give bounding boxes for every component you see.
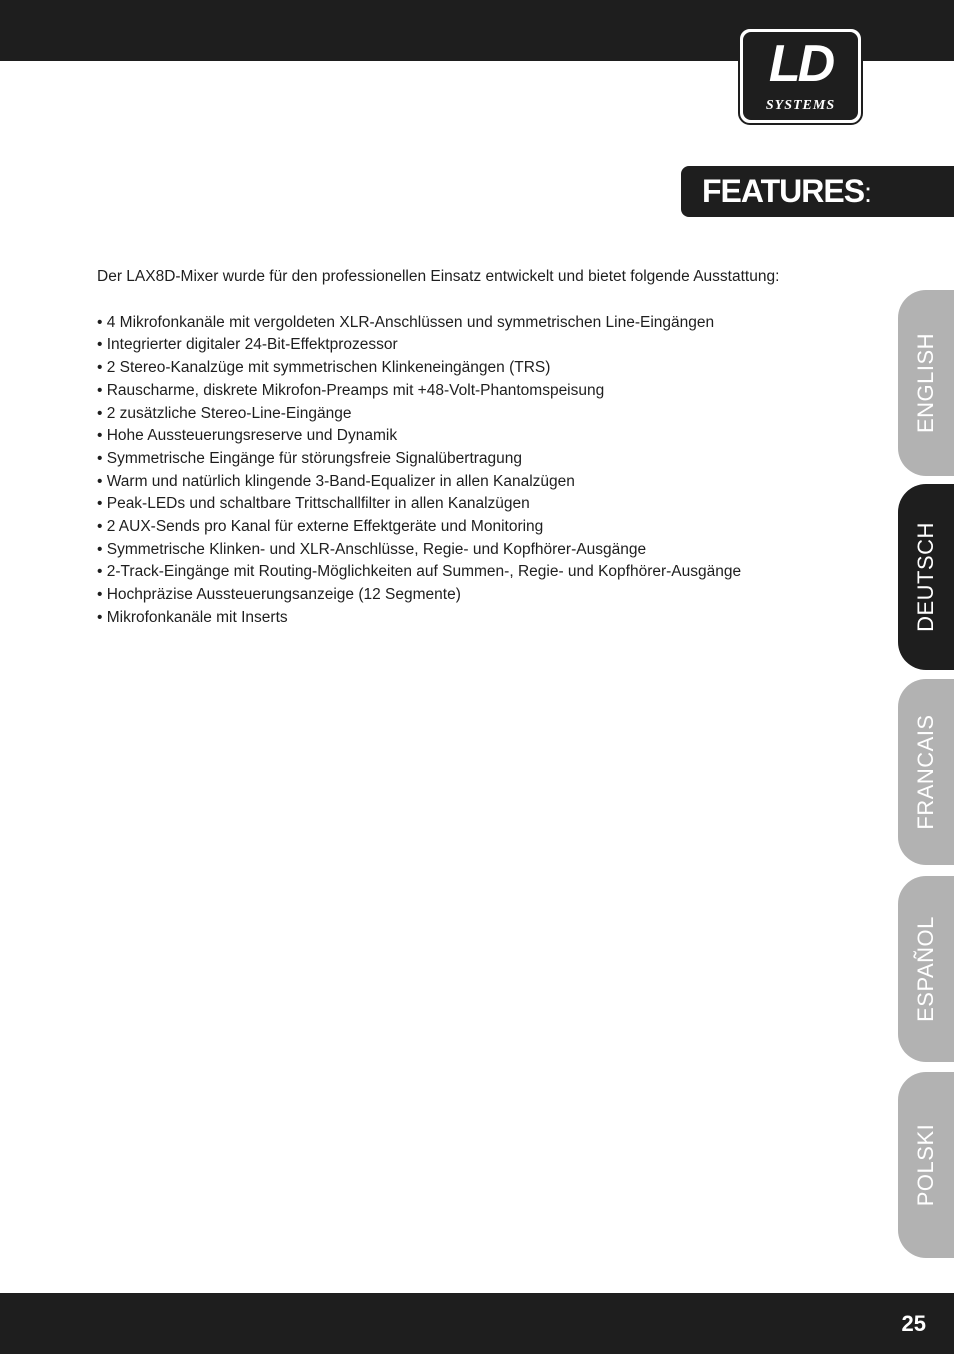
language-tab-label: FRANCAIS xyxy=(913,714,938,830)
section-title-colon: : xyxy=(864,177,872,208)
language-tab-label: ESPAÑOL xyxy=(913,916,938,1022)
feature-item: • 2-Track-Eingänge mit Routing-Möglichkeiten auf Summen-, Regie- und Kopfhörer-Ausgänge xyxy=(97,563,742,581)
feature-item: • Symmetrische Klinken- und XLR-Anschlüsse, Regie- und Kopfhörer-Ausgänge xyxy=(97,540,647,558)
feature-item: • Integrierter digitaler 24-Bit-Effektprozessor xyxy=(97,336,398,354)
feature-item: • 2 Stereo-Kanalzüge mit symmetrischen Klinkeneingängen (TRS) xyxy=(97,359,551,377)
language-tab-label: POLSKI xyxy=(913,1123,938,1207)
feature-list xyxy=(97,312,877,630)
page-number: 25 xyxy=(901,1311,926,1336)
language-tab-label: DEUTSCH xyxy=(913,522,938,632)
feature-item: • Hohe Aussteuerungsreserve und Dynamik xyxy=(97,427,398,445)
ld-systems-logo xyxy=(738,27,863,125)
logo-badge xyxy=(743,32,858,120)
feature-item: • Mikrofonkanäle mit Inserts xyxy=(97,608,288,626)
feature-item: • 2 zusätzliche Stereo-Line-Eingänge xyxy=(97,404,352,422)
feature-item: • Warm und natürlich klingende 3-Band-Equalizer in allen Kanalzügen xyxy=(97,472,575,490)
main-content xyxy=(97,266,877,630)
section-heading xyxy=(681,166,954,217)
feature-item: • 2 AUX-Sends pro Kanal für externe Effektgeräte und Monitoring xyxy=(97,518,544,536)
section-title: FEATURES xyxy=(702,173,865,209)
feature-item: • Rauscharme, diskrete Mikrofon-Preamps mit +48-Volt-Phantomspeisung xyxy=(97,381,605,399)
feature-item: • Hochpräzise Aussteuerungsanzeige (12 Segmente) xyxy=(97,586,461,604)
intro-paragraph: Der LAX8D-Mixer wurde für den professionellen Einsatz entwickelt und bietet folgende Ausstattung: xyxy=(97,268,780,285)
language-tab-english[interactable] xyxy=(898,290,954,476)
language-tab-label: ENGLISH xyxy=(913,332,938,434)
language-tab-deutsch[interactable] xyxy=(898,484,954,670)
logo-sub-text: SYSTEMS xyxy=(765,98,836,113)
feature-item: • Peak-LEDs und schaltbare Trittschallfilter in allen Kanalzügen xyxy=(97,495,530,513)
feature-item: • 4 Mikrofonkanäle mit vergoldeten XLR-Anschlüssen und symmetrischen Line-Eingängen xyxy=(97,313,715,331)
footer-bar xyxy=(0,1293,954,1354)
language-tab-francais[interactable] xyxy=(898,679,954,865)
logo-main-text: LD xyxy=(768,35,833,93)
feature-item: • Symmetrische Eingänge für störungsfreie Signalübertragung xyxy=(97,449,523,467)
language-tab-polski[interactable] xyxy=(898,1072,954,1258)
language-tab-espanol[interactable] xyxy=(898,876,954,1062)
